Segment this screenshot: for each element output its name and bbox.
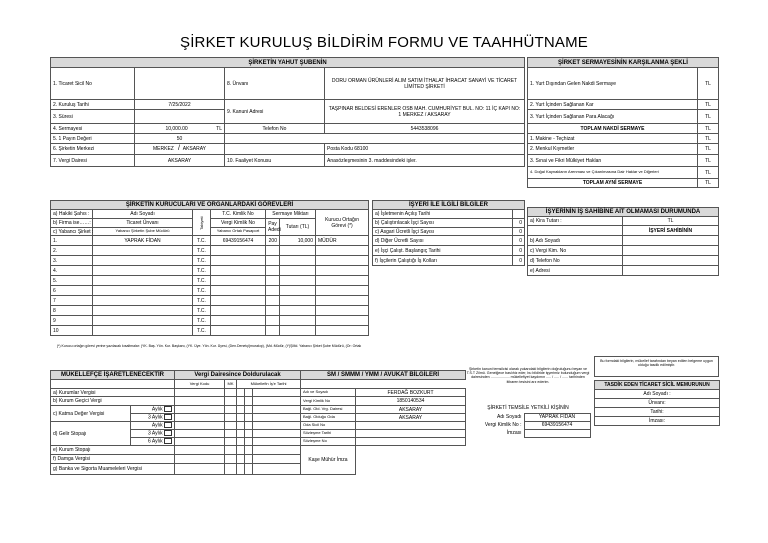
founder-amount[interactable] bbox=[280, 266, 316, 276]
owner-header: İŞYERİNİN İŞ SAHİBİNE AİT OLMAMASI DURUMUNDA bbox=[528, 208, 719, 217]
founder-name[interactable] bbox=[93, 296, 193, 306]
trade-reg-value[interactable] bbox=[135, 68, 225, 100]
registry-table: TASDİK EDEN TİCARET SİCİL MEMURUNUN Adı Soyadı : Ünvanı: Tarihi: İmzası: bbox=[594, 380, 720, 426]
founder-amount[interactable] bbox=[280, 286, 316, 296]
founder-duty[interactable] bbox=[316, 306, 369, 316]
founder-nat: T.C. bbox=[193, 306, 211, 316]
founder-no: 2. bbox=[51, 246, 93, 256]
founder-tc[interactable] bbox=[211, 306, 266, 316]
activity-value[interactable]: Anasözleşmesinin 3. maddesindeki işler. bbox=[325, 155, 525, 167]
founder-nat: T.C. bbox=[193, 236, 211, 246]
founder-share[interactable] bbox=[266, 326, 280, 336]
checkbox[interactable] bbox=[164, 414, 172, 420]
workplace-header: İŞYERİ İLE İLGİLİ BİLGİLER bbox=[373, 201, 525, 210]
kind-row: 1. Makine - Teçhizat bbox=[528, 134, 698, 144]
founder-tc[interactable] bbox=[211, 286, 266, 296]
founder-duty[interactable] bbox=[316, 286, 369, 296]
founder-amount[interactable] bbox=[280, 306, 316, 316]
address-label: 9. Kanuni Adresi bbox=[225, 100, 325, 124]
founder-no: 1. bbox=[51, 236, 93, 246]
cash-total: TOPLAM NAKDİ SERMAYE bbox=[528, 124, 698, 134]
founder-no: 4. bbox=[51, 266, 93, 276]
founder-nat: T.C. bbox=[193, 256, 211, 266]
page-title: ŞİRKET KURULUŞ BİLDİRİM FORMU VE TAAHHÜTNAME bbox=[179, 34, 589, 51]
founder-share[interactable] bbox=[266, 296, 280, 306]
hq-label: 6. Şirketin Merkezi bbox=[51, 144, 135, 155]
founder-nat: T.C. bbox=[193, 266, 211, 276]
founders-table: ŞİRKETİN KURUCULARI VE ORGANLARDAKİ GÖREVLERİ a) Hakiki Şahıs : Adı Soyadı Tabiyeti T.C. Kimlik No Sermaye Miktarı Kurucu Ortağın Görevi (*) b) Firma ise……: Ticaret Ünvanı Vergi Kimlik No Pay Adedi Tutarı (TL) c) Yabancı Şirket : Yabancı Şirketin Şube Müdürü Yabancı Ortak Pasaport 1. YAPRAK FİDAN T.C. 69439156474 200 10,000 MÜDÜR 2. T.C. 3. T.C. 4. T.C. 5. T.C. 6 T.C. 7 T.C. 8 T.C. 9 T.C. 10 T.C. bbox=[50, 200, 369, 336]
trade-reg-label: 1. Ticaret Sicil No bbox=[51, 68, 135, 100]
founder-no: 6 bbox=[51, 286, 93, 296]
founder-tc[interactable] bbox=[211, 326, 266, 336]
checkbox[interactable] bbox=[164, 406, 172, 412]
founder-name[interactable] bbox=[93, 326, 193, 336]
founder-name[interactable] bbox=[93, 286, 193, 296]
tax-office-label: 7. Vergi Dairesi bbox=[51, 155, 135, 167]
founder-name[interactable] bbox=[93, 246, 193, 256]
title-label: 8. Ünvanı bbox=[225, 68, 325, 100]
representative-table: ŞİRKETİ TEMSİLE YETKİLİ KİŞİNİN Adı Soyadı YAPRAK FİDAN Vergi Kimlik No : 69439156474 İmzası bbox=[466, 404, 591, 438]
founder-duty[interactable] bbox=[316, 276, 369, 286]
tax-items-table: MÜKELLEFÇE İŞARETLENECEKTİR Vergi Dairesince Doldurulacak Vergi Kodu MK Mükellefin İş'e Tarihi a) Kurumlar Vergisi b) Kurum Geçici Vergi c) Katma Değer Vergisi Aylık 3 Aylık d) Gelir Stopajı Aylık 3 Aylık 6 Aylık e) Kurum Stopajı f) Damga Vergisi g) Banka ve Sigorta Muameleleri Vergisi bbox=[50, 370, 301, 475]
duration-label: 3. Süresi bbox=[51, 110, 135, 124]
capital-label: 4. Sermayesi bbox=[51, 124, 135, 134]
founder-share[interactable] bbox=[266, 276, 280, 286]
founder-name[interactable] bbox=[93, 316, 193, 326]
date-label: 2. Kuruluş Tarihi bbox=[51, 100, 135, 110]
founder-share[interactable] bbox=[266, 316, 280, 326]
founder-amount[interactable] bbox=[280, 326, 316, 336]
declaration: Şirketin kanuni temsilcisi olarak yukarıdaki bilgilerin doğruluğunu beyan ve T.S.T Zilmü. Genelğece baslıhiz eder, bu bildiride işyerimiz bulunduğum vergi dairesinden ................... mükellefiyet kaydımın ..... / ..... / ...... tarihinden itibaren tesisini arz ederim. bbox=[466, 367, 590, 384]
postal-value[interactable]: Posta Kodu 68100 bbox=[325, 144, 525, 155]
capital-header: ŞİRKET SERMAYESİNİN KARŞILANMA ŞEKLİ bbox=[528, 58, 719, 68]
founder-duty[interactable] bbox=[316, 326, 369, 336]
share-value-value[interactable]: 50 bbox=[135, 134, 225, 144]
founder-duty[interactable] bbox=[316, 266, 369, 276]
founder-no: 3. bbox=[51, 256, 93, 266]
kind-row: 2. Menkul Kıymetler bbox=[528, 144, 698, 155]
phone-label: Telefon No bbox=[225, 124, 325, 134]
founder-share[interactable] bbox=[266, 256, 280, 266]
founder-nat: T.C. bbox=[193, 286, 211, 296]
founder-nat: T.C. bbox=[193, 316, 211, 326]
founder-nat: T.C. bbox=[193, 326, 211, 336]
capital-row: 1. Yurt Dışından Gelen Nakdi Sermaye bbox=[528, 68, 698, 100]
founder-share[interactable]: 200 bbox=[266, 236, 280, 246]
capital-row: 3. Yurt İçinden Sağlanan Para Alacağı bbox=[528, 110, 698, 124]
workplace-table: İŞYERİ İLE İLGİLİ BİLGİLER a) İşletmenin Açılış Tarihi b) Çalıştırılacak İşçi Sayısı 0 c) Asgari Ücretli İşçi Sayısı 0 d) Diğer Ücretli Sayısı 0 e) İşçi Çalışt. Başlangıç Tarihi 0 f) İşçilerin Çalıştığı İş Kolları 0 bbox=[372, 200, 525, 266]
registry-note: Bu formdaki bilgilerin, mükellef tarafından beyan edilen belgeme uygun olduğu tasdik edilmiştir. bbox=[594, 356, 719, 377]
checkbox[interactable] bbox=[164, 438, 172, 444]
hq-value[interactable]: MERKEZ / AKSARAY bbox=[135, 144, 225, 155]
checkbox[interactable] bbox=[164, 430, 172, 436]
founder-name[interactable] bbox=[93, 256, 193, 266]
kind-row: 4. Doğal Kaynakların Arenması ve Çıkarılmasına Dair Haklar ve Diğerleri bbox=[528, 167, 698, 179]
founder-tc[interactable] bbox=[211, 256, 266, 266]
founder-duty[interactable]: MÜDÜR bbox=[316, 236, 369, 246]
founder-amount[interactable]: 10,000 bbox=[280, 236, 316, 246]
table-row bbox=[51, 286, 369, 296]
phone-value[interactable]: 5443538096 bbox=[325, 124, 525, 134]
founder-amount[interactable] bbox=[280, 316, 316, 326]
accountant-table: SM / SMMM / YMM / AVUKAT BİLGİLERİ Adı ve Soyadı FERDAĞ BOZKURT Vergi Kimlik No 1850140534 Bağl. Old. Vrg. Dairesi AKSARAY Bağl. Olduğu Oda AKSARAY Oda Sicil No Sözleşme Tarihi Sözleşme No Kaşe Mühür İmza bbox=[300, 370, 466, 475]
date-value[interactable]: 7/25/2022 bbox=[135, 100, 225, 110]
founder-share[interactable] bbox=[266, 266, 280, 276]
founder-duty[interactable] bbox=[316, 256, 369, 266]
founder-share[interactable] bbox=[266, 306, 280, 316]
founder-duty[interactable] bbox=[316, 296, 369, 306]
table-row bbox=[51, 236, 369, 246]
founder-nat: T.C. bbox=[193, 246, 211, 256]
founder-amount[interactable] bbox=[280, 276, 316, 286]
founder-amount[interactable] bbox=[280, 296, 316, 306]
capital-table: ŞİRKET SERMAYESİNİN KARŞILANMA ŞEKLİ 1. Yurt Dışından Gelen Nakdi Sermaye TL 2. Yurt İçinden Sağlanan Kar TL 3. Yurt İçinden Sağlanan Para Alacağı TL TOPLAM NAKDİ SERMAYE TL 1. Makine - Teçhizat TL 2. Menkul Kıymetler TL 3. Sınai ve Fikri Mülkiyet Hakları TL 4. Doğal Kaynakların Arenması ve Çıkarılmasına Dair Haklar ve Diğerleri TL TOPLAM AYNİ SERMAYE TL bbox=[527, 57, 719, 188]
founder-nat: T.C. bbox=[193, 276, 211, 286]
table-row bbox=[51, 276, 369, 286]
capital-row: 2. Yurt İçinden Sağlanan Kar bbox=[528, 100, 698, 110]
table-row bbox=[51, 246, 369, 256]
founder-tc[interactable] bbox=[211, 296, 266, 306]
founder-tc[interactable] bbox=[211, 266, 266, 276]
founder-name[interactable] bbox=[93, 276, 193, 286]
title-value[interactable]: DORU ORMAN ÜRÜNLERİ ALIM SATIM İTHALAT İHRACAT SANAYİ VE TİCARET LİMİTED ŞİRKETİ bbox=[325, 68, 525, 100]
founder-share[interactable] bbox=[266, 286, 280, 296]
founder-name[interactable] bbox=[93, 306, 193, 316]
checkbox[interactable] bbox=[164, 422, 172, 428]
founder-name[interactable] bbox=[93, 266, 193, 276]
address-value[interactable]: TAŞPINAR BELDESİ ERENLER OSB MAH. CUMHURİYET BUL. NO: 11 İÇ KAPI NO: 1 MERKEZ / AKSARAY bbox=[325, 100, 525, 124]
kind-total: TOPLAM AYNİ SERMAYE bbox=[528, 179, 698, 188]
founder-amount[interactable] bbox=[280, 246, 316, 256]
share-value-label: 5. 1 Payın Değeri bbox=[51, 134, 135, 144]
branch-table bbox=[50, 57, 525, 167]
founder-name[interactable]: YAPRAK FİDAN bbox=[93, 236, 193, 246]
tax-office-value[interactable]: AKSARAY bbox=[135, 155, 225, 167]
founders-footnote: (*) Kurucu ortağın görevi yerine yazılacak kısaltmalar: (YK. Baş. Yön. Kur. Başkanı, (YK. Üye. Yön. Kur. Üyesi, (Den.Denetçi(murakıp), (Md.:Müdür, (Y)ŞMd. Yabancı Şirket Şube Müdürü, (Or: Ortak bbox=[56, 344, 362, 348]
stamp-area: Kaşe Mühür İmza bbox=[301, 446, 356, 475]
duration-value[interactable] bbox=[135, 110, 225, 124]
founder-nat: T.C. bbox=[193, 296, 211, 306]
table-row bbox=[51, 266, 369, 276]
activity-label: 10. Faaliyet Konusu bbox=[225, 155, 325, 167]
table-row bbox=[51, 256, 369, 266]
table-row bbox=[51, 316, 369, 326]
owner-table: İŞYERİNİN İŞ SAHİBİNE AİT OLMAMASI DURUMUNDA a) Kira Tutarı : TL İŞYERİ SAHİBİNİN b) Adı Soyadı c) Vergi Kim. No d) Telefon No e) Adresi bbox=[527, 207, 719, 276]
founder-no: 10 bbox=[51, 326, 93, 336]
table-row bbox=[51, 306, 369, 316]
table-row bbox=[51, 296, 369, 306]
founder-duty[interactable] bbox=[316, 246, 369, 256]
founder-duty[interactable] bbox=[316, 316, 369, 326]
founder-tc[interactable]: 69439156474 bbox=[211, 236, 266, 246]
founder-tc[interactable] bbox=[211, 316, 266, 326]
capital-value[interactable]: 10,000.00 TL bbox=[135, 124, 225, 134]
table-row bbox=[51, 326, 369, 336]
founder-no: 7 bbox=[51, 296, 93, 306]
founder-tc[interactable] bbox=[211, 276, 266, 286]
founder-tc[interactable] bbox=[211, 246, 266, 256]
founder-share[interactable] bbox=[266, 246, 280, 256]
founders-header: ŞİRKETİN KURUCULARI VE ORGANLARDAKİ GÖREVLERİ bbox=[51, 201, 369, 210]
founder-no: 9 bbox=[51, 316, 93, 326]
branch-header: ŞİRKETİN YAHUT ŞUBENİN bbox=[51, 58, 525, 68]
founder-no: 8 bbox=[51, 306, 93, 316]
founder-no: 5. bbox=[51, 276, 93, 286]
founder-amount[interactable] bbox=[280, 256, 316, 266]
kind-row: 3. Sınai ve Fikri Mülkiyet Hakları bbox=[528, 155, 698, 167]
